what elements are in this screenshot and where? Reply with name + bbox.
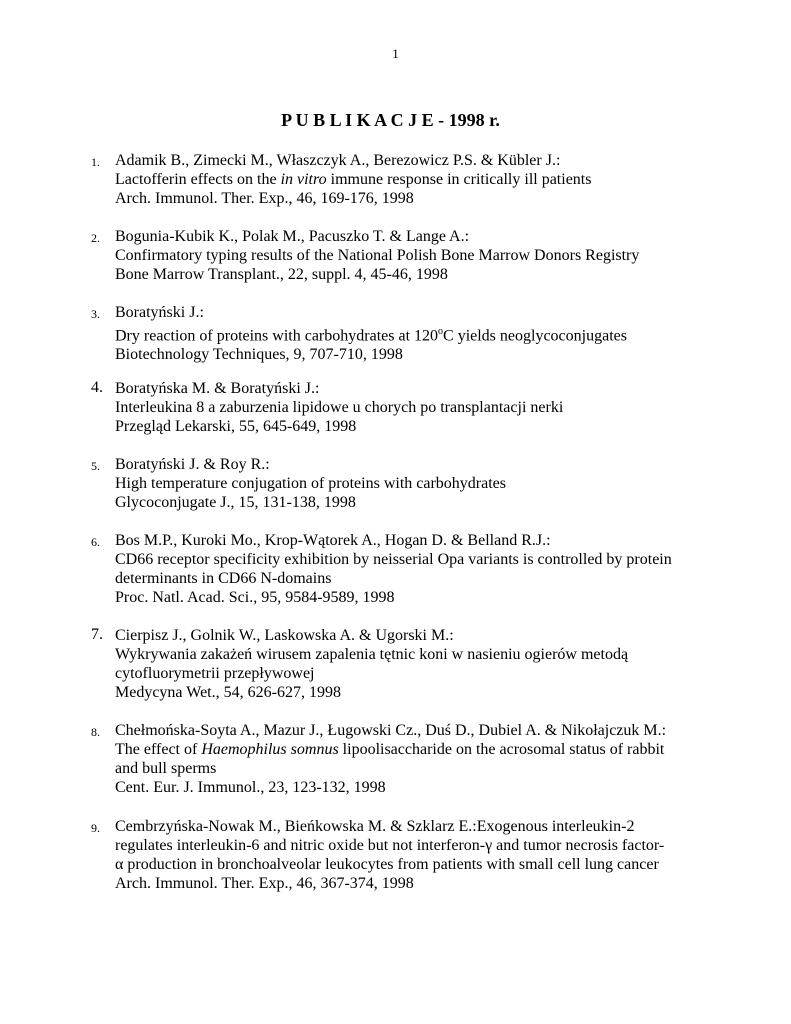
page-number: 1 — [392, 46, 399, 61]
item-source: Medycyna Wet., 54, 626-627, 1998 — [115, 684, 341, 701]
item-source: Arch. Immunol. Ther. Exp., 46, 367-374, 1998 — [115, 875, 414, 892]
item-title-continued: determinants in CD66 N-domains — [115, 570, 332, 587]
item-source: Bone Marrow Transplant., 22, suppl. 4, 45-46, 1998 — [115, 266, 448, 283]
item-title: Wykrywania zakażeń wirusem zapalenia tętnic koni w nasieniu ogierów metodą — [115, 646, 629, 663]
item-authors: Cierpisz J., Golnik W., Laskowska A. & Ugorski M.: — [115, 627, 454, 644]
item-number: 8. — [91, 725, 100, 739]
item-title: High temperature conjugation of proteins with carbohydrates — [115, 475, 506, 492]
item-number: 2. — [91, 231, 100, 245]
item-title: CD66 receptor specificity exhibition by neisserial Opa variants is controlled by protein — [115, 551, 672, 568]
item-title: Interleukina 8 a zaburzenia lipidowe u chorych po transplantacji nerki — [115, 399, 564, 416]
item-source: Proc. Natl. Acad. Sci., 95, 9584-9589, 1998 — [115, 589, 395, 606]
item-authors: Boratyńska M. & Boratyński J.: — [115, 380, 320, 397]
item-authors: Bogunia-Kubik K., Polak M., Pacuszko T. & Lange A.: — [115, 228, 470, 245]
item-title-continued: α production in bronchoalveolar leukocytes from patients with small cell lung cancer — [115, 856, 659, 873]
page-title: P U B L I K A C J E - 1998 r. — [281, 110, 500, 130]
item-source: Cent. Eur. J. Immunol., 23, 123-132, 1998 — [115, 779, 386, 796]
item-number: 3. — [91, 307, 100, 321]
item-title: regulates interleukin-6 and nitric oxide but not interferon-γ and tumor necrosis factor- — [115, 837, 665, 854]
item-source: Arch. Immunol. Ther. Exp., 46, 169-176, 1998 — [115, 190, 414, 207]
item-authors: Boratyński J. & Roy R.: — [115, 456, 270, 473]
item-title: Dry reaction of proteins with carbohydrates at 120$^o$C yields neoglycoconjugates — [115, 326, 627, 345]
item-number: 6. — [91, 535, 100, 549]
item-title: Confirmatory typing results of the National Polish Bone Marrow Donors Registry — [115, 247, 640, 264]
item-authors: Chełmońska-Soyta A., Mazur J., Ługowski Cz., Duś D., Dubiel A. & Nikołajczuk M.: — [115, 722, 667, 739]
item-source: Glycoconjugate J., 15, 131-138, 1998 — [115, 494, 356, 511]
item-title-continued: and bull sperms — [115, 760, 217, 777]
item-authors: Adamik B., Zimecki M., Właszczyk A., Berezowicz P.S. & Kübler J.: — [115, 152, 561, 169]
item-authors: Bos M.P., Kuroki Mo., Krop-Wątorek A., Hogan D. & Belland R.J.: — [115, 532, 551, 549]
item-source: Biotechnology Techniques, 9, 707-710, 1998 — [115, 346, 403, 364]
item-number: 7. — [91, 626, 103, 643]
item-title-continued: cytofluorymetrii przepływowej — [115, 665, 315, 682]
item-authors: Cembrzyńska-Nowak M., Bieńkowska M. & Szklarz E.:Exogenous interleukin-2 — [115, 818, 635, 835]
item-number: 1. — [91, 155, 100, 169]
item-number: 5. — [91, 459, 100, 473]
item-title: Lactofferin effects on the in vitro immune response in critically ill patients — [115, 171, 592, 188]
item-authors: Boratyński J.: — [115, 304, 204, 321]
item-source: Przegląd Lekarski, 55, 645-649, 1998 — [115, 418, 357, 435]
item-title: The effect of Haemophilus somnus lipoolisaccharide on the acrosomal status of rabbit — [115, 741, 665, 758]
item-number: 9. — [91, 821, 100, 835]
item-number: 4. — [91, 379, 103, 396]
